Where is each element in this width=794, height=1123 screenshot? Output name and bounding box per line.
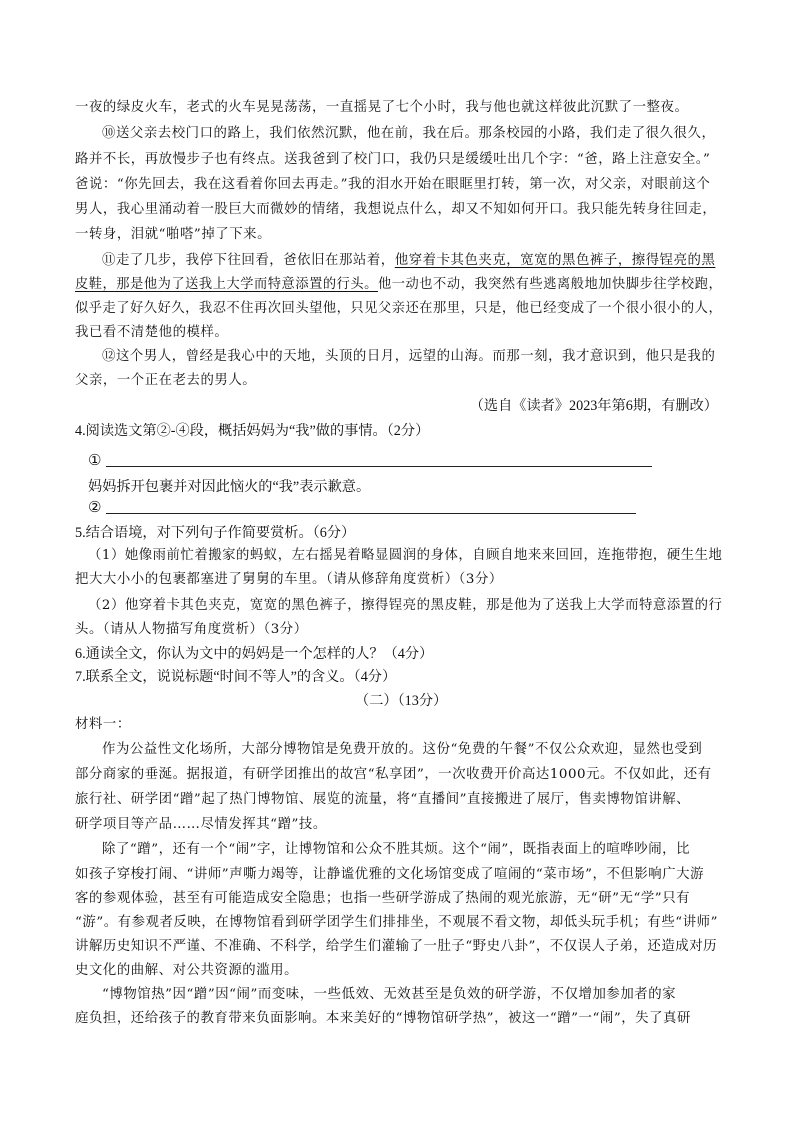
question-5-1: 把大大小小的包裹都塞进了舅舅的车里。（请从修辞角度赏析）（3分） [75,572,503,587]
passage-line: ⑩送父亲去校门口的路上，我们依然沉默，他在前，我在后。那条校园的小路，我们走了很久很久， [102,126,716,141]
question-5-2: 头。（请从人物描写角度赏析）（3分） [75,622,308,637]
material-line: 讲解历史知识不严谨、不准确、不科学，给学生们灌输了一肚子“野史八卦”，不仅误人子弟，还造成对历 [75,939,718,954]
material-line: 庭负担，还给孩子的教育带来负面影响。本来美好的“博物馆研学热”，被这一“蹭”一“闹”，失了真研 [75,1011,691,1026]
material-line: “博物馆热”因“蹭”因“闹”而变味，一些低效、无效甚至是负效的研学游，不仅增加参加者的家 [102,987,677,1002]
question-5-1: （1）她像雨前忙着搬家的蚂蚁，左右摇晃着略显圆润的身体，自顾自地来来回回，连拖带抱，硬生生地 [88,548,723,563]
material-line: 客的参观体验，甚至有可能造成安全隐患；也指一些研学游成了热闹的观光旅游，无“研”无“学”只有 [75,891,691,906]
paragraph-11-line [102,251,715,271]
passage-line: 一夜的绿皮火车，老式的火车晃晃荡荡，一直摇晃了七个小时，我与他也就这样彼此沉默了一整夜。 [75,100,689,115]
answer-number: ② [88,498,102,516]
source-citation: （选自《读者》2023年第6期，有删改） [469,398,718,414]
passage-line: 一转身，泪就“啪嗒”掉了下来。 [75,227,272,242]
passage-line: 似乎走了好久好久，我忍不住再次回头望他，只见父亲还在那里，只是，他已经变成了一个很小很小的人， [75,301,723,316]
underlined-sentence: 皮鞋，那是他为了送我上大学而特意添置的行头。 [75,277,378,292]
question-5: 5.结合语境，对下列句子作简要赏析。（6分） [75,525,356,541]
answer-underline[interactable] [106,499,636,514]
material-line: 旅行社、研学团“蹭”起了热门博物馆、展览的流量，将“直播间”直接搬进了展厅，售卖博物馆讲解、 [75,792,691,807]
given-answer: 妈妈拆开包裹并对因此恼火的“我”表示歉意。 [88,479,371,495]
question-6: 6.通读全文，你认为文中的妈妈是一个怎样的人？（4分） [75,646,434,662]
passage-line: ⑫这个男人，曾经是我心中的天地，头顶的日月，远望的山海。而那一刻，我才意识到，他只是我的 [102,349,716,364]
material-line: 作为公益性文化场所，大部分博物馆是免费开放的。这份“免费的午餐”不仅公众欢迎，显然也受到 [102,742,703,757]
paragraph-11-line [75,275,722,295]
material-line: 如孩子穿梭打闹、“讲师”声嘶力竭等，让静谧优雅的文化场馆变成了喧闹的“菜市场”，不但影响广大游 [75,867,705,882]
passage-line: 爸说：“你先回去，我在这看着你回去再走。”我的泪水开始在眼眶里打转，第一次，对父亲，对眼前这个 [75,177,711,192]
material-line: 史文化的曲解、对公共资源的滥用。 [75,963,299,978]
answer-blank-2[interactable] [88,497,636,517]
material-line: “游”。有参观者反映，在博物馆看到研学团学生们排排坐，不观展不看文物，却低头玩手机；有些“讲师” [75,915,718,930]
answer-number: ① [88,451,102,469]
paragraph-11-text: ⑪走了几步，我停下往回看，爸依旧在那站着， [102,253,395,268]
material-line: 除了“蹭”，还有一个“闹”字，让博物馆和公众不胜其烦。这个“闹”，既指表面上的喧哗吵闹，比 [102,842,691,857]
question-5-2: （2）他穿着卡其色夹克，宽宽的黑色裤子，擦得锃亮的黑皮鞋，那是他为了送我上大学而特意添置的行 [88,598,723,613]
material-line: 研学项目等产品……尽情发挥其“蹭”技。 [75,817,327,832]
question-7: 7.联系全文，说说标题“时间不等人”的含义。（4分） [75,669,397,685]
answer-blank-1[interactable] [88,450,652,470]
passage-line: 男人，我心里涌动着一股巨大而微妙的情绪，我想说点什么，却又不知如何开口。我只能先转身往回走， [75,202,717,217]
section-heading: （二）（13分） [355,693,448,709]
passage-line: 父亲，一个正在老去的男人。 [75,373,257,388]
paragraph-11-text: 他一动也不动，我突然有些逃离般地加快脚步往学校跑， [377,277,723,292]
question-4: 4.阅读选文第②-④段，概括妈妈为“我”做的事情。（2分） [75,423,430,439]
answer-underline[interactable] [106,452,652,467]
passage-line: 我已看不清楚他的模样。 [75,325,229,340]
material-line: 部分商家的垂涎。据报道，有研学团推出的故宫“私享团”，一次收费开价高达1000元。不仅如此，还有 [75,767,712,782]
material-label: 材料一： [75,717,131,732]
underlined-sentence: 他穿着卡其色夹克，宽宽的黑色裤子，擦得锃亮的黑 [394,253,716,268]
passage-line: 路并不长，再放慢步子也有终点。送我爸到了校门口，我仍只是缓缓吐出几个字：“爸，路上注意安全。” [75,152,711,167]
